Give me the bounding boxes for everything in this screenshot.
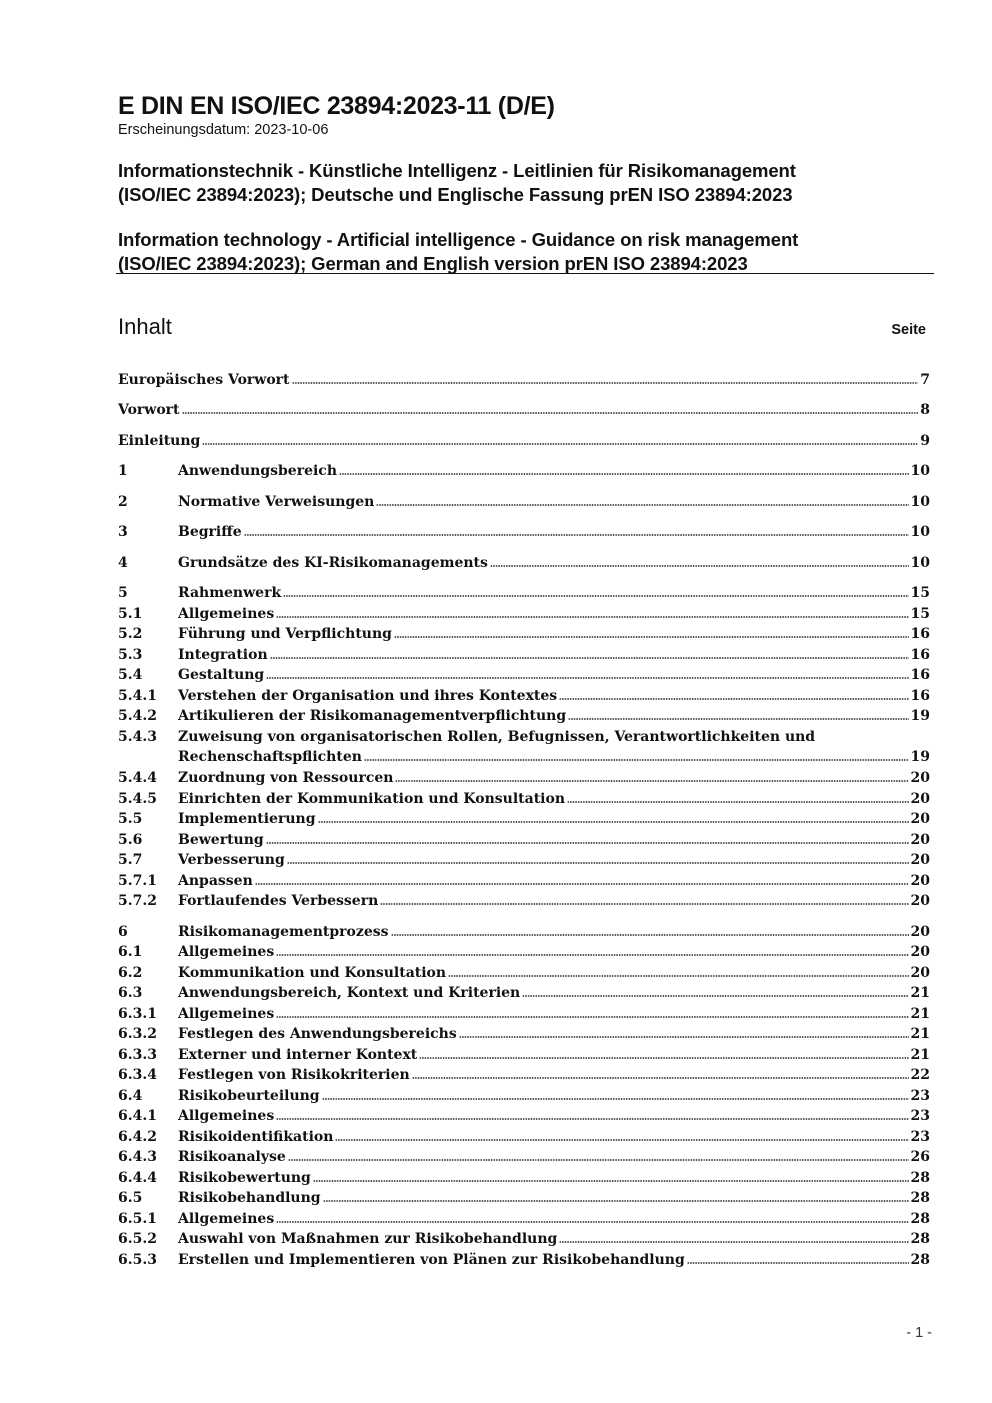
toc-entry-line xyxy=(178,1047,930,1063)
toc-entry-label: Verstehen der Organisation und ihres Kontextes xyxy=(178,688,558,704)
toc-entry-number: 5.5 xyxy=(118,811,143,827)
toc-entry-number: 6.4.4 xyxy=(118,1170,157,1186)
toc-entry[interactable] xyxy=(118,729,930,769)
toc-entry-page: 28 xyxy=(910,1231,930,1247)
dot-leader xyxy=(568,718,908,720)
toc-entry-page: 10 xyxy=(910,494,930,510)
toc-entry-line xyxy=(178,852,930,868)
toc-entry-page: 20 xyxy=(910,965,930,981)
dot-leader xyxy=(276,954,908,956)
toc-entry-label: Risikobehandlung xyxy=(178,1190,321,1206)
dot-leader xyxy=(318,821,909,823)
toc-entry[interactable] xyxy=(118,944,930,964)
toc-entry-line xyxy=(178,1252,930,1268)
toc-entry-number: 2 xyxy=(118,494,128,510)
toc-entry[interactable] xyxy=(118,873,930,893)
toc-entry-number: 5.7 xyxy=(118,852,143,868)
toc-entry-page: 20 xyxy=(910,852,930,868)
toc-entry-page: 21 xyxy=(910,1026,930,1042)
toc-entry-page: 16 xyxy=(910,667,930,683)
toc-entry-label: Risikoidentifikation xyxy=(178,1129,334,1145)
toc-entry-page: 16 xyxy=(910,647,930,663)
toc-entry-label: Verbesserung xyxy=(178,852,285,868)
dot-leader xyxy=(419,1057,908,1059)
toc-entry-line xyxy=(178,555,930,571)
toc-entry-label: Anpassen xyxy=(178,873,253,889)
toc-entry-line xyxy=(178,524,930,540)
dot-leader xyxy=(335,1139,908,1141)
dot-leader xyxy=(244,534,909,536)
toc-entry-label: Integration xyxy=(178,647,268,663)
toc-title: Inhalt xyxy=(118,314,172,339)
document-header xyxy=(118,92,934,276)
toc-entry-page: 21 xyxy=(910,985,930,1001)
dot-leader xyxy=(255,883,909,885)
toc-entry-label: Europäisches Vorwort xyxy=(118,372,290,388)
toc-entry[interactable] xyxy=(118,832,930,852)
toc-entry-number: 6.5 xyxy=(118,1190,143,1206)
toc-entry-number: 1 xyxy=(118,463,128,479)
toc-entry[interactable] xyxy=(118,1170,930,1190)
dot-leader xyxy=(567,801,909,803)
toc-entry-page: 20 xyxy=(910,832,930,848)
toc-entry-line xyxy=(178,944,930,960)
toc-entry-label: Anwendungsbereich, Kontext und Kriterien xyxy=(178,985,521,1001)
toc-entry[interactable] xyxy=(118,585,930,605)
toc-entry[interactable] xyxy=(118,463,930,483)
toc-entry-page: 19 xyxy=(910,749,930,765)
toc-entry-label: Erstellen und Implementieren von Plänen zur Risikobehandlung xyxy=(178,1252,685,1268)
dot-leader xyxy=(276,1221,908,1223)
dot-leader xyxy=(380,903,908,905)
toc-entry-line xyxy=(178,873,930,889)
toc-entry-label: Auswahl von Maßnahmen zur Risikobehandlung xyxy=(178,1231,558,1247)
title-german-line-2: (ISO/IEC 23894:2023); Deutsche und Englische Fassung prEN ISO 23894:2023 xyxy=(118,184,793,205)
toc-entry-number: 6.5.3 xyxy=(118,1252,157,1268)
toc-entry-line xyxy=(178,1108,930,1124)
toc-entry-label: Zuordnung von Ressourcen xyxy=(178,770,394,786)
toc-entry-number: 6.4.1 xyxy=(118,1108,157,1124)
toc-entry-label: Allgemeines xyxy=(178,1006,275,1022)
title-german-line-1: Informationstechnik - Künstliche Intelligenz - Leitlinien für Risikomanagement xyxy=(118,160,796,181)
toc-entry[interactable] xyxy=(118,1088,930,1108)
toc-entry-page: 20 xyxy=(910,944,930,960)
title-english xyxy=(118,228,934,276)
toc-entry-line xyxy=(178,965,930,981)
toc-entry[interactable] xyxy=(118,924,930,944)
toc-entry-line xyxy=(178,494,930,510)
toc-entry-line xyxy=(178,1067,930,1083)
toc-entry-number: 6.4.2 xyxy=(118,1129,157,1145)
toc-entry[interactable] xyxy=(118,647,930,667)
toc-entry-label: Gestaltung xyxy=(178,667,265,683)
toc-entry-line xyxy=(178,585,930,601)
toc-entry[interactable] xyxy=(118,372,930,392)
dot-leader xyxy=(276,1118,908,1120)
dot-leader xyxy=(459,1036,909,1038)
toc-entry-label: Allgemeines xyxy=(178,944,275,960)
dot-leader xyxy=(292,382,919,384)
dot-leader xyxy=(266,677,908,679)
toc-entry-line xyxy=(178,985,930,1001)
toc-entry[interactable] xyxy=(118,555,930,575)
toc-entry-page: 20 xyxy=(910,873,930,889)
toc-entry[interactable] xyxy=(118,811,930,831)
toc-entry-line xyxy=(178,647,930,663)
toc-entry[interactable] xyxy=(118,1211,930,1231)
dot-leader xyxy=(522,995,908,997)
toc-entry-label: Fortlaufendes Verbessern xyxy=(178,893,379,909)
toc-entry-label: Risikomanagementprozess xyxy=(178,924,389,940)
toc-entry[interactable] xyxy=(118,1006,930,1026)
document-id: E DIN EN ISO/IEC 23894:2023-11 (D/E) xyxy=(118,92,555,120)
toc-entry-line xyxy=(118,433,930,449)
title-german xyxy=(118,159,934,207)
dot-leader xyxy=(339,473,909,475)
toc-entry-page: 20 xyxy=(910,893,930,909)
dot-leader xyxy=(559,698,908,700)
toc-entry-label: Allgemeines xyxy=(178,606,275,622)
toc-entry-line xyxy=(178,791,930,807)
dot-leader xyxy=(412,1077,909,1079)
toc-entry[interactable] xyxy=(118,985,930,1005)
toc-entry[interactable] xyxy=(118,667,930,687)
toc-entry-number: 5.4 xyxy=(118,667,143,683)
dot-leader xyxy=(687,1262,909,1264)
toc-entry-number: 6.3.4 xyxy=(118,1067,157,1083)
toc-entry-page: 7 xyxy=(920,372,930,388)
toc-entry-page: 10 xyxy=(910,463,930,479)
dot-leader xyxy=(182,412,919,414)
toc-entry-page: 20 xyxy=(910,924,930,940)
toc-entry-number: 6.5.1 xyxy=(118,1211,157,1227)
toc-entry-page: 10 xyxy=(910,524,930,540)
toc-entry-page: 28 xyxy=(910,1252,930,1268)
toc-entry-page: 20 xyxy=(910,791,930,807)
toc-entry-page: 23 xyxy=(910,1088,930,1104)
toc-entry-number: 5 xyxy=(118,585,128,601)
dot-leader xyxy=(288,1159,909,1161)
toc-entry-label: Rechenschaftspflichten xyxy=(178,749,362,765)
dot-leader xyxy=(202,443,918,445)
toc-entry-number: 6.1 xyxy=(118,944,143,960)
toc-entry-line xyxy=(178,1006,930,1022)
page-number: - 1 - xyxy=(906,1325,932,1341)
dot-leader xyxy=(287,862,909,864)
toc-heading xyxy=(118,314,926,346)
toc-entry-number: 6.3 xyxy=(118,985,143,1001)
toc-entry-page: 16 xyxy=(910,688,930,704)
toc-entry-label: Risikoanalyse xyxy=(178,1149,286,1165)
toc-entry-page: 21 xyxy=(910,1006,930,1022)
toc-entry-line xyxy=(178,606,930,622)
toc-entry-label: Bewertung xyxy=(178,832,264,848)
dot-leader xyxy=(394,636,909,638)
dot-leader xyxy=(266,842,909,844)
toc-entry-line xyxy=(178,708,930,724)
toc-page-column-header: Seite xyxy=(891,322,926,338)
toc-entry-label: Rahmenwerk xyxy=(178,585,282,601)
toc-entry-label: Externer und interner Kontext xyxy=(178,1047,418,1063)
toc-entry-number: 3 xyxy=(118,524,128,540)
toc-entry-number: 5.3 xyxy=(118,647,143,663)
toc-entry-number: 6.3.2 xyxy=(118,1026,157,1042)
toc-entry-line xyxy=(178,1026,930,1042)
toc-entry-number: 5.4.3 xyxy=(118,729,157,745)
toc-entry-number: 5.6 xyxy=(118,832,143,848)
toc-entry[interactable] xyxy=(118,606,930,626)
toc-entry-line xyxy=(118,402,930,418)
toc-entry-label: Normative Verweisungen xyxy=(178,494,375,510)
toc-entry-number: 6.5.2 xyxy=(118,1231,157,1247)
toc-entry-page: 28 xyxy=(910,1190,930,1206)
dot-leader xyxy=(490,565,909,567)
toc-entry-page: 28 xyxy=(910,1211,930,1227)
toc-entry[interactable] xyxy=(118,626,930,646)
toc-entry-page: 26 xyxy=(910,1149,930,1165)
toc-entry-page: 22 xyxy=(910,1067,930,1083)
toc-entry-label: Grundsätze des KI-Risikomanagements xyxy=(178,555,488,571)
toc-entry-label: Festlegen von Risikokriterien xyxy=(178,1067,410,1083)
toc-entry-label: Artikulieren der Risikomanagementverpflichtung xyxy=(178,708,567,724)
toc-entry[interactable] xyxy=(118,770,930,790)
toc-entry[interactable] xyxy=(118,402,930,422)
toc-entry-label: Festlegen des Anwendungsbereichs xyxy=(178,1026,457,1042)
dot-leader xyxy=(276,1016,908,1018)
toc-entry-number: 5.4.2 xyxy=(118,708,157,724)
toc-entry-number: 6.2 xyxy=(118,965,143,981)
toc-entry[interactable] xyxy=(118,524,930,544)
toc-entry-number: 5.4.1 xyxy=(118,688,157,704)
toc-entry-number: 5.4.5 xyxy=(118,791,157,807)
toc-entry-number: 5.2 xyxy=(118,626,143,642)
toc-entry-number: 5.4.4 xyxy=(118,770,157,786)
toc-entry-line xyxy=(178,1211,930,1227)
toc-entry-page: 20 xyxy=(910,811,930,827)
toc-entry[interactable] xyxy=(118,1047,930,1067)
toc-entry-number: 5.7.2 xyxy=(118,893,157,909)
toc-entry-line xyxy=(178,1190,930,1206)
toc-entry[interactable] xyxy=(118,688,930,708)
toc-entry-line xyxy=(178,1129,930,1145)
toc-entry-page: 23 xyxy=(910,1129,930,1145)
toc-entry-line xyxy=(178,1088,930,1104)
toc-entry-number: 6.4 xyxy=(118,1088,143,1104)
toc-entry-page: 19 xyxy=(910,708,930,724)
toc-entry-label: Risikobeurteilung xyxy=(178,1088,320,1104)
toc-entry-label: Risikobewertung xyxy=(178,1170,311,1186)
dot-leader xyxy=(270,657,909,659)
toc-entry-page: 10 xyxy=(910,555,930,571)
title-english-line-2: (ISO/IEC 23894:2023); German and English version prEN ISO 23894:2023 xyxy=(118,253,748,274)
dot-leader xyxy=(364,759,909,761)
toc-entry[interactable] xyxy=(118,1252,930,1272)
dot-leader xyxy=(376,504,908,506)
dot-leader xyxy=(395,780,908,782)
toc-entry[interactable] xyxy=(118,852,930,872)
toc-entry[interactable] xyxy=(118,1108,930,1128)
toc-entry-line xyxy=(178,893,930,909)
toc-entry-page: 16 xyxy=(910,626,930,642)
toc-entry-line xyxy=(178,924,930,940)
toc-entry-line xyxy=(178,1231,930,1247)
toc-entry-line xyxy=(178,1170,930,1186)
toc-entry-line xyxy=(178,667,930,683)
dot-leader xyxy=(276,616,908,618)
toc-entry-label: Vorwort xyxy=(118,402,180,418)
toc-entry-label: Einleitung xyxy=(118,433,201,449)
toc-entry-label: Allgemeines xyxy=(178,1211,275,1227)
toc-entry-line xyxy=(178,688,930,704)
toc-entry-number: 5.1 xyxy=(118,606,143,622)
toc-entry[interactable] xyxy=(118,1026,930,1046)
dot-leader xyxy=(313,1180,909,1182)
toc-entry-number: 6 xyxy=(118,924,128,940)
toc-entry-page: 15 xyxy=(910,606,930,622)
toc-entry-page: 21 xyxy=(910,1047,930,1063)
title-english-line-1: Information technology - Artificial intelligence - Guidance on risk management xyxy=(118,229,799,250)
toc-entry[interactable] xyxy=(118,1231,930,1251)
toc-entry[interactable] xyxy=(118,893,930,913)
dot-leader xyxy=(559,1241,908,1243)
toc-entry[interactable] xyxy=(118,791,930,811)
toc-entry-number: 6.4.3 xyxy=(118,1149,157,1165)
toc-entry-number: 6.3.3 xyxy=(118,1047,157,1063)
toc-entry-page: 8 xyxy=(920,402,930,418)
toc-entry-line xyxy=(178,626,930,642)
toc-entry-label: Implementierung xyxy=(178,811,316,827)
toc-entry[interactable] xyxy=(118,494,930,514)
toc-entry[interactable] xyxy=(118,433,930,453)
toc-entry-line xyxy=(178,749,930,765)
toc-entry-label: Anwendungsbereich xyxy=(178,463,337,479)
toc-entry-line xyxy=(178,770,930,786)
toc-entry[interactable] xyxy=(118,1129,930,1149)
toc-entry-page: 20 xyxy=(910,770,930,786)
toc-entry-line xyxy=(178,832,930,848)
dot-leader xyxy=(448,975,908,977)
dot-leader xyxy=(283,595,908,597)
toc-entry-line xyxy=(118,372,930,388)
toc-entry[interactable] xyxy=(118,1190,930,1210)
toc-entry-number: 4 xyxy=(118,555,128,571)
toc-entry-label: Führung und Verpflichtung xyxy=(178,626,392,642)
toc-entry-line xyxy=(178,463,930,479)
dot-leader xyxy=(322,1098,909,1100)
toc-entry[interactable] xyxy=(118,965,930,985)
toc-entry-page: 15 xyxy=(910,585,930,601)
toc-entry[interactable] xyxy=(118,708,930,728)
toc-entry-line xyxy=(178,1149,930,1165)
dot-leader xyxy=(323,1200,909,1202)
toc-entry-label-line-1: Zuweisung von organisatorischen Rollen, Befugnissen, Verantwortlichkeiten und xyxy=(178,729,816,745)
toc-entry-page: 9 xyxy=(920,433,930,449)
toc-entry-page: 23 xyxy=(910,1108,930,1124)
publication-date: Erscheinungsdatum: 2023-10-06 xyxy=(118,122,329,138)
toc-entry[interactable] xyxy=(118,1149,930,1169)
toc-entry-line xyxy=(178,811,930,827)
dot-leader xyxy=(391,934,909,936)
toc-entry-label: Begriffe xyxy=(178,524,242,540)
toc-entry-number: 5.7.1 xyxy=(118,873,157,889)
toc-entry-label: Kommunikation und Konsultation xyxy=(178,965,447,981)
header-divider xyxy=(116,273,934,274)
toc-entry-label: Allgemeines xyxy=(178,1108,275,1124)
toc-entry-page: 28 xyxy=(910,1170,930,1186)
toc-entry-number: 6.3.1 xyxy=(118,1006,157,1022)
toc-entry[interactable] xyxy=(118,1067,930,1087)
toc-entry-label: Einrichten der Kommunikation und Konsultation xyxy=(178,791,566,807)
